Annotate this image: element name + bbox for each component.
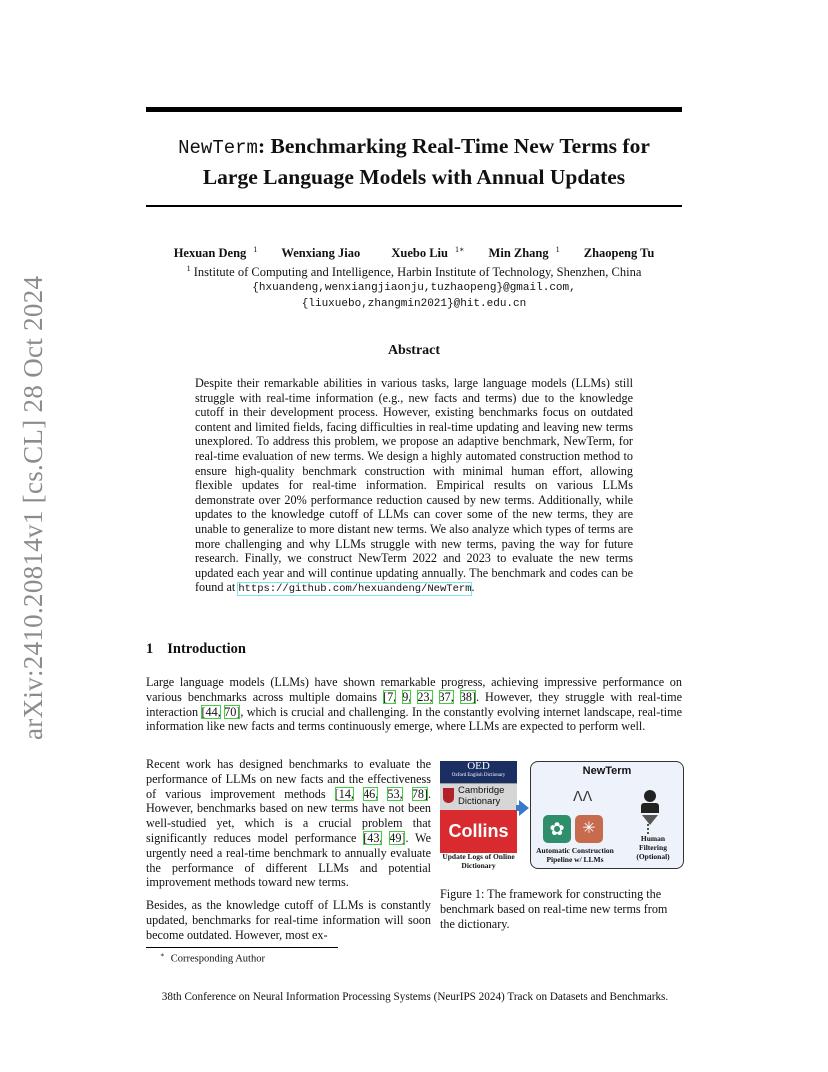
intro-left-column — [146, 757, 431, 951]
title-mono-name: NewTerm — [178, 137, 258, 159]
citation-link[interactable]: 37, — [438, 689, 454, 704]
citation-link[interactable]: [43, — [363, 830, 383, 845]
section-number: 1 — [146, 641, 154, 657]
llama-icon: ᐱᐱ — [573, 790, 593, 805]
abstract-heading: Abstract — [387, 343, 441, 358]
author: Min Zhang $^1$ — [488, 245, 560, 261]
openai-icon: ✿ — [543, 815, 571, 843]
paper-title — [146, 132, 682, 192]
human-filtering-caption: Human Filtering (Optional) — [636, 834, 670, 861]
github-link[interactable]: https://github.com/hexuandeng/NewTerm — [238, 583, 472, 596]
figure-caption: Figure 1: The framework for constructing the benchmark based on real-time new terms from the dictionary. — [440, 887, 668, 931]
claude-icon: ✳ — [575, 815, 603, 843]
citation-link[interactable]: 23, — [417, 689, 433, 704]
title-bottom-rule — [146, 205, 682, 207]
affiliation: $^1$ Institute of Computing and Intelligence, Harbin Institute of Technology, Shenzhen, China — [186, 264, 642, 280]
footnote-rule — [146, 947, 338, 948]
author: Xuebo Liu $^{1∗}$ — [391, 245, 465, 261]
section-heading — [146, 641, 246, 658]
email-line-1: {hxuandeng,wenxiangjiaonju,tuzhaopeng}@gmail.com, — [252, 282, 576, 295]
newterm-label: NewTerm — [582, 765, 632, 777]
auto-construction-caption: Automatic Construction Pipeline w/ LLMs — [536, 846, 614, 864]
dictionary-stack — [440, 760, 517, 870]
citation-link[interactable]: 9, — [402, 689, 412, 704]
human-filter-icon — [639, 790, 661, 832]
citation-link[interactable]: [7, — [383, 689, 397, 704]
oed-logo: OED Oxford English Dictionary — [440, 761, 517, 783]
author-names — [120, 242, 708, 261]
collins-logo: Collins — [440, 810, 517, 853]
citation-link[interactable]: 70] — [224, 704, 241, 719]
author: Wenxiang Jiao — [281, 246, 361, 261]
citation-link[interactable]: [44, — [201, 704, 221, 719]
author-block — [120, 242, 708, 312]
title-line2: Large Language Models with Annual Updates — [202, 165, 626, 189]
figure-1 — [438, 759, 684, 877]
cambridge-logo: Cambridge Dictionary — [440, 783, 517, 810]
newterm-panel — [530, 761, 684, 869]
shield-icon — [443, 788, 454, 803]
intro-paragraph-1: Large language models (LLMs) have shown remarkable progress, achieving impressive performance on various benchmarks across multiple domains [7, 9, 23, 37, 38]. However, they struggle with real-time interaction [44, 70], which is crucial and challenging. In the constantly evolving internet landscape, real-time information like new facts and terms continuously emerge, where LLMs are expected to perform well. — [146, 675, 683, 734]
citation-link[interactable]: 46, — [363, 786, 379, 801]
section-title: Introduction — [167, 641, 246, 657]
intro-paragraph-3: Besides, as the knowledge cutoff of LLMs is constantly updated, benchmarks for real-time information will soon become outdated. However, most ex- — [146, 898, 431, 942]
author: Zhaopeng Tu — [583, 246, 655, 261]
title-top-rule — [146, 107, 682, 112]
abstract-text: Despite their remarkable abilities in various tasks, large language models (LLMs) still struggle with real-time information (e.g., new facts and terms) due to the knowledge cutoff in their development process. However, existing benchmarks focus on outdated content and limited fields, facing difficulties in real-time updating and leaving new terms unexplored. To address this problem, we propose an adaptive benchmark, NewTerm, for real-time evaluation of new terms. We design a highly automated construction method to ensure high-quality benchmark construction with minimal human effort, allowing flexible updates for real-time information. Empirical results on various LLMs demonstrate over 20% performance reduction caused by new terms. Additionally, while updates to the knowledge cutoff of LLMs can cover some of the new terms, they are unable to generalize to more distant new terms. We also analyze which types of terms are more challenging and why LLMs struggle with new terms, paving the way for future research. Finally, we construct NewTerm 2022 and 2023 to evaluate the new terms updated each year and will continue updating annually. The benchmark and codes can be found at — [195, 376, 633, 595]
arxiv-identifier: arXiv:2410.20814v1 [cs.CL] 28 Oct 2024 — [18, 275, 48, 740]
footnote: ∗ Corresponding Author — [160, 951, 265, 965]
intro-paragraph-2: Recent work has designed benchmarks to evaluate the performance of LLMs on new facts and the effectiveness of various improvement methods [14, 46, 53, 78]. However, benchmarks based on new terms have not been well-studied yet, which is a crucial problem that significantly reduces model performance [43, 49]. We urgently need a real-time benchmark to annually evaluate the performance of different LLMs and potential improvement methods toward new terms. — [146, 757, 432, 890]
arrow-right-icon — [519, 800, 529, 816]
citation-link[interactable]: 53, — [387, 786, 403, 801]
citation-link[interactable]: 38] — [459, 689, 477, 704]
title-line1: : Benchmarking Real-Time New Terms for — [257, 134, 650, 158]
author: Hexuan Deng $^1$ — [173, 245, 258, 261]
dictionary-caption: Update Logs of Online Dictionary — [442, 852, 515, 870]
email-line-2: {liuxuebo,zhangmin2021}@hit.edu.cn — [301, 298, 527, 311]
conference-footer: 38th Conference on Neural Information Processing Systems (NeurIPS 2024) Track on Datasets and Benchmarks. — [161, 991, 669, 1003]
citation-link[interactable]: 78] — [411, 786, 428, 801]
abstract-body: Despite their remarkable abilities in various tasks, large language models (LLMs) still struggle with real-time information (e.g., new facts and terms) due to the knowledge cutoff in their development process. However, existing benchmarks focus on outdated content and limited fields, facing difficulties in real-time updating and leaving new terms unexplored. To address this problem, we propose an adaptive benchmark, NewTerm, for real-time evaluation of new terms. We design a highly automated construction method to ensure high-quality benchmark construction with minimal human effort, allowing flexible updates for real-time information. Empirical results on various LLMs demonstrate over 20% performance reduction caused by new terms. Additionally, while updates to the knowledge cutoff of LLMs can cover some of the new terms, they are unable to generalize to more distant new terms. We also analyze which types of terms are more challenging and why LLMs struggle with new terms, paving the way for future research. Finally, we construct NewTerm 2022 and 2023 to evaluate the new terms updated each year and will continue updating annually. The benchmark and codes can be found at https://github.com/hexuandeng/NewTerm. — [195, 376, 633, 596]
citation-link[interactable]: [14, — [334, 786, 354, 801]
citation-link[interactable]: 49] — [389, 830, 406, 845]
